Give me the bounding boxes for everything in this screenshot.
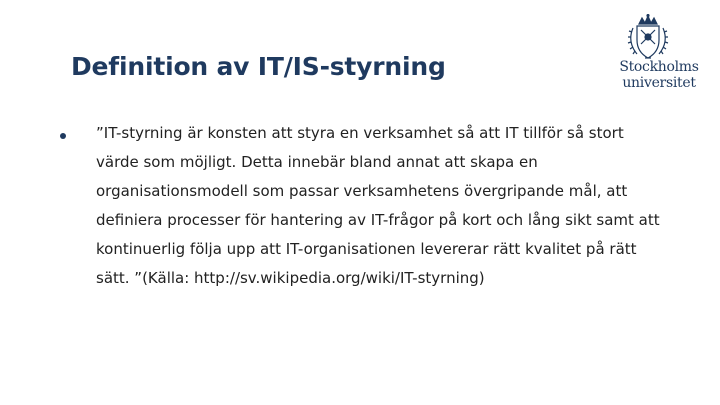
bullet-dot-icon (60, 133, 66, 139)
bullet-item (60, 119, 660, 293)
logo-line-1: Stockholms (619, 59, 699, 75)
logo-wordmark (618, 59, 700, 91)
crown-emblem-icon (623, 14, 673, 62)
bullet-text: ”IT-styrning är konsten att styra en verksamhet så att IT tillför så stort värde som möjligt. Detta innebär bland annat att skapa en organisationsmodell som passar verksamhetens övergripande mål, att definiera processer för hantering av IT-frågor på kort och lång sikt samt att kontinuerlig följa upp att IT-organisationen levererar rätt kvalitet på rätt sätt. ”(Källa: http://sv.wikipedia.org/wiki/IT-styrning) (96, 124, 660, 287)
university-logo (618, 14, 700, 94)
slide-content (60, 119, 660, 293)
logo-line-2: universitet (622, 75, 696, 91)
slide-title: Definition av IT/IS-styrning (71, 52, 446, 81)
